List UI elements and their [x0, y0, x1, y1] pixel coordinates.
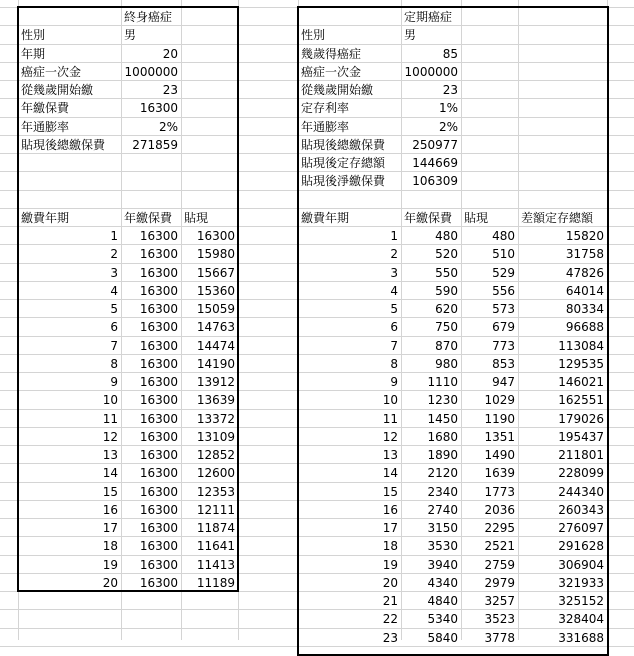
table-cell[interactable]: 3940 [427, 558, 458, 572]
table-cell[interactable]: 3257 [484, 594, 515, 608]
table-cell[interactable]: 20 [382, 576, 398, 590]
table-cell[interactable]: 14190 [196, 357, 235, 371]
param-value[interactable]: 23 [162, 83, 178, 97]
column-header[interactable]: 貼現 [184, 211, 209, 225]
column-header[interactable]: 貼現 [464, 211, 489, 225]
table-cell[interactable]: 679 [492, 320, 515, 334]
table-cell[interactable]: 550 [435, 266, 458, 280]
table-cell[interactable]: 15360 [196, 284, 235, 298]
table-cell[interactable]: 16300 [139, 302, 178, 316]
table-cell[interactable]: 16300 [139, 247, 178, 261]
table-cell[interactable]: 11874 [196, 521, 235, 535]
param-label[interactable]: 貼現後定存總額 [301, 156, 386, 170]
table-cell[interactable]: 16 [382, 503, 398, 517]
table-cell[interactable]: 11189 [196, 576, 235, 590]
table-cell[interactable]: 228099 [558, 466, 604, 480]
param-value[interactable]: 1% [438, 101, 458, 115]
table-cell[interactable]: 325152 [558, 594, 604, 608]
table-cell[interactable]: 480 [435, 229, 458, 243]
table-cell[interactable]: 15 [382, 485, 398, 499]
param-label[interactable]: 癌症一次金 [21, 65, 82, 79]
table-cell[interactable]: 8 [390, 357, 398, 371]
table-title[interactable]: 定期癌症 [404, 10, 453, 24]
right-table-border [297, 6, 609, 656]
param-value[interactable]: 1000000 [404, 65, 458, 79]
table-cell[interactable]: 529 [492, 266, 515, 280]
table-cell[interactable]: 244340 [558, 485, 604, 499]
table-cell[interactable]: 20 [102, 576, 118, 590]
table-cell[interactable]: 15059 [196, 302, 235, 316]
table-cell[interactable]: 11641 [196, 539, 235, 553]
table-cell[interactable]: 1190 [484, 412, 515, 426]
table-cell[interactable]: 5 [390, 302, 398, 316]
table-cell[interactable]: 2120 [427, 466, 458, 480]
table-cell[interactable]: 211801 [558, 448, 604, 462]
table-cell[interactable]: 16300 [139, 266, 178, 280]
table-cell[interactable]: 6 [110, 320, 118, 334]
param-value[interactable]: 250977 [412, 138, 458, 152]
table-cell[interactable]: 16300 [139, 466, 178, 480]
table-cell[interactable]: 1773 [484, 485, 515, 499]
param-value[interactable]: 2% [438, 120, 458, 134]
table-cell[interactable]: 19 [382, 558, 398, 572]
table-cell[interactable]: 5840 [427, 631, 458, 645]
table-cell[interactable]: 980 [435, 357, 458, 371]
table-cell[interactable]: 64014 [565, 284, 604, 298]
table-cell[interactable]: 321933 [558, 576, 604, 590]
table-cell[interactable]: 520 [435, 247, 458, 261]
table-cell[interactable]: 16300 [139, 229, 178, 243]
table-cell[interactable]: 16300 [139, 320, 178, 334]
table-cell[interactable]: 16300 [139, 521, 178, 535]
table-cell[interactable]: 162551 [558, 393, 604, 407]
table-cell[interactable]: 12 [382, 430, 398, 444]
table-cell[interactable]: 16300 [139, 539, 178, 553]
table-cell[interactable]: 750 [435, 320, 458, 334]
table-cell[interactable]: 16300 [139, 448, 178, 462]
table-cell[interactable]: 328404 [558, 612, 604, 626]
table-cell[interactable]: 23 [382, 631, 398, 645]
table-cell[interactable]: 510 [492, 247, 515, 261]
table-cell[interactable]: 47826 [565, 266, 604, 280]
table-cell[interactable]: 2036 [484, 503, 515, 517]
table-cell[interactable]: 16300 [139, 393, 178, 407]
table-cell[interactable]: 3150 [427, 521, 458, 535]
param-label[interactable]: 定存利率 [301, 101, 350, 115]
table-cell[interactable]: 4 [110, 284, 118, 298]
table-cell[interactable]: 14 [382, 466, 398, 480]
table-cell[interactable]: 8 [110, 357, 118, 371]
table-cell[interactable]: 13912 [196, 375, 235, 389]
table-cell[interactable]: 12 [102, 430, 118, 444]
table-cell[interactable]: 16 [102, 503, 118, 517]
param-label[interactable]: 性別 [301, 28, 326, 42]
table-cell[interactable]: 2340 [427, 485, 458, 499]
table-cell[interactable]: 16300 [139, 430, 178, 444]
param-label[interactable]: 年繳保費 [21, 101, 70, 115]
param-label[interactable]: 年通膨率 [301, 120, 350, 134]
table-cell[interactable]: 306904 [558, 558, 604, 572]
table-cell[interactable]: 16300 [139, 412, 178, 426]
param-value[interactable]: 男 [124, 28, 137, 42]
table-cell[interactable]: 12852 [196, 448, 235, 462]
table-cell[interactable]: 2 [390, 247, 398, 261]
table-cell[interactable]: 9 [110, 375, 118, 389]
table-cell[interactable]: 14763 [196, 320, 235, 334]
table-cell[interactable]: 4840 [427, 594, 458, 608]
param-label[interactable]: 幾歲得癌症 [301, 47, 362, 61]
table-cell[interactable]: 1110 [427, 375, 458, 389]
table-cell[interactable]: 16300 [139, 284, 178, 298]
table-cell[interactable]: 573 [492, 302, 515, 316]
column-header[interactable]: 繳費年期 [301, 211, 350, 225]
table-cell[interactable]: 19 [102, 558, 118, 572]
param-value[interactable]: 85 [442, 47, 458, 61]
param-value[interactable]: 144669 [412, 156, 458, 170]
table-cell[interactable]: 1230 [427, 393, 458, 407]
table-cell[interactable]: 2740 [427, 503, 458, 517]
table-cell[interactable]: 10 [382, 393, 398, 407]
column-header[interactable]: 年繳保費 [124, 211, 173, 225]
table-cell[interactable]: 13372 [196, 412, 235, 426]
table-cell[interactable]: 480 [492, 229, 515, 243]
table-cell[interactable]: 16300 [139, 375, 178, 389]
table-cell[interactable]: 17 [102, 521, 118, 535]
table-cell[interactable]: 2759 [484, 558, 515, 572]
param-value[interactable]: 2% [158, 120, 178, 134]
table-cell[interactable]: 590 [435, 284, 458, 298]
param-label[interactable]: 年通膨率 [21, 120, 70, 134]
table-cell[interactable]: 12353 [196, 485, 235, 499]
table-cell[interactable]: 13 [382, 448, 398, 462]
table-cell[interactable]: 16300 [139, 503, 178, 517]
param-value[interactable]: 23 [442, 83, 458, 97]
table-cell[interactable]: 16300 [139, 339, 178, 353]
table-cell[interactable]: 1639 [484, 466, 515, 480]
table-cell[interactable]: 80334 [565, 302, 604, 316]
table-cell[interactable]: 3778 [484, 631, 515, 645]
table-cell[interactable]: 21 [382, 594, 398, 608]
table-cell[interactable]: 10 [102, 393, 118, 407]
table-cell[interactable]: 1490 [484, 448, 515, 462]
table-cell[interactable]: 6 [390, 320, 398, 334]
param-value[interactable]: 271859 [132, 138, 178, 152]
table-cell[interactable]: 4 [390, 284, 398, 298]
table-cell[interactable]: 13 [102, 448, 118, 462]
param-value[interactable]: 106309 [412, 174, 458, 188]
param-label[interactable]: 貼現後淨繳保費 [301, 174, 386, 188]
table-cell[interactable]: 853 [492, 357, 515, 371]
table-cell[interactable]: 276097 [558, 521, 604, 535]
table-cell[interactable]: 7 [390, 339, 398, 353]
table-cell[interactable]: 1351 [484, 430, 515, 444]
table-cell[interactable]: 146021 [558, 375, 604, 389]
table-cell[interactable]: 16300 [139, 576, 178, 590]
table-cell[interactable]: 260343 [558, 503, 604, 517]
param-value[interactable]: 16300 [139, 101, 178, 115]
table-cell[interactable]: 331688 [558, 631, 604, 645]
table-cell[interactable]: 12111 [196, 503, 235, 517]
table-cell[interactable]: 5 [110, 302, 118, 316]
param-label[interactable]: 貼現後總繳保費 [301, 138, 386, 152]
column-header[interactable]: 年繳保費 [404, 211, 453, 225]
table-cell[interactable]: 947 [492, 375, 515, 389]
table-cell[interactable]: 1 [110, 229, 118, 243]
param-label[interactable]: 年期 [21, 47, 46, 61]
table-cell[interactable]: 16300 [139, 485, 178, 499]
table-cell[interactable]: 1 [390, 229, 398, 243]
param-label[interactable]: 從幾歲開始繳 [301, 83, 374, 97]
param-value[interactable]: 男 [404, 28, 417, 42]
table-cell[interactable]: 31758 [565, 247, 604, 261]
table-cell[interactable]: 3 [110, 266, 118, 280]
table-cell[interactable]: 3 [390, 266, 398, 280]
table-cell[interactable]: 18 [102, 539, 118, 553]
table-cell[interactable]: 16300 [139, 357, 178, 371]
table-cell[interactable]: 15 [102, 485, 118, 499]
table-cell[interactable]: 18 [382, 539, 398, 553]
table-cell[interactable]: 2295 [484, 521, 515, 535]
table-cell[interactable]: 96688 [565, 320, 604, 334]
param-label[interactable]: 貼現後總繳保費 [21, 138, 106, 152]
table-cell[interactable]: 129535 [558, 357, 604, 371]
table-cell[interactable]: 179026 [558, 412, 604, 426]
table-cell[interactable]: 12600 [196, 466, 235, 480]
table-cell[interactable]: 556 [492, 284, 515, 298]
table-cell[interactable]: 17 [382, 521, 398, 535]
table-cell[interactable]: 773 [492, 339, 515, 353]
table-cell[interactable]: 11 [382, 412, 398, 426]
table-cell[interactable]: 3523 [484, 612, 515, 626]
table-cell[interactable]: 11 [102, 412, 118, 426]
table-cell[interactable]: 22 [382, 612, 398, 626]
table-cell[interactable]: 9 [390, 375, 398, 389]
table-cell[interactable]: 15820 [565, 229, 604, 243]
table-cell[interactable]: 870 [435, 339, 458, 353]
table-cell[interactable]: 5340 [427, 612, 458, 626]
table-cell[interactable]: 15980 [196, 247, 235, 261]
table-cell[interactable]: 291628 [558, 539, 604, 553]
table-cell[interactable]: 620 [435, 302, 458, 316]
table-cell[interactable]: 13639 [196, 393, 235, 407]
param-value[interactable]: 1000000 [124, 65, 178, 79]
table-cell[interactable]: 1890 [427, 448, 458, 462]
column-header[interactable]: 繳費年期 [21, 211, 70, 225]
param-label[interactable]: 癌症一次金 [301, 65, 362, 79]
table-cell[interactable]: 113084 [558, 339, 604, 353]
table-cell[interactable]: 15667 [196, 266, 235, 280]
table-cell[interactable]: 3530 [427, 539, 458, 553]
table-cell[interactable]: 7 [110, 339, 118, 353]
table-cell[interactable]: 1450 [427, 412, 458, 426]
table-cell[interactable]: 2521 [484, 539, 515, 553]
table-cell[interactable]: 1680 [427, 430, 458, 444]
param-value[interactable]: 20 [162, 47, 178, 61]
table-cell[interactable]: 13109 [196, 430, 235, 444]
table-cell[interactable]: 2979 [484, 576, 515, 590]
table-title[interactable]: 終身癌症 [124, 10, 173, 24]
table-cell[interactable]: 195437 [558, 430, 604, 444]
table-cell[interactable]: 1029 [484, 393, 515, 407]
param-label[interactable]: 性別 [21, 28, 46, 42]
param-label[interactable]: 從幾歲開始繳 [21, 83, 94, 97]
table-cell[interactable]: 14 [102, 466, 118, 480]
column-header[interactable]: 差額定存總額 [521, 211, 594, 225]
left-table-border [17, 6, 239, 592]
table-cell[interactable]: 14474 [196, 339, 235, 353]
table-cell[interactable]: 16300 [196, 229, 235, 243]
table-cell[interactable]: 11413 [196, 558, 235, 572]
table-cell[interactable]: 2 [110, 247, 118, 261]
table-cell[interactable]: 16300 [139, 558, 178, 572]
table-cell[interactable]: 4340 [427, 576, 458, 590]
